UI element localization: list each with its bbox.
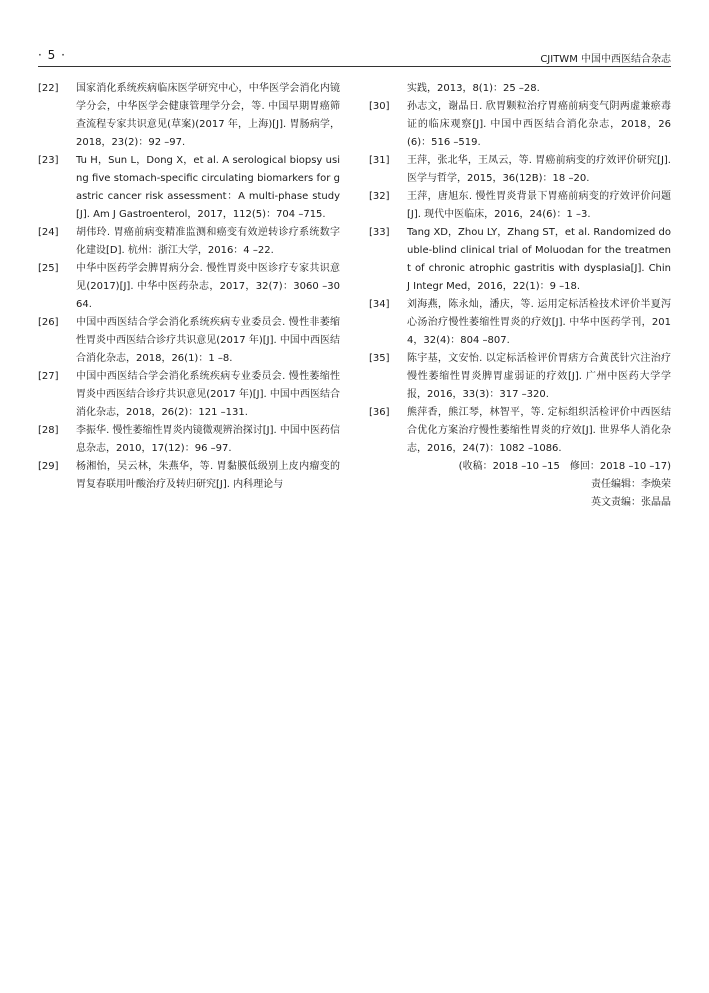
reference-27 xyxy=(38,368,340,422)
reference-29-continued: 实践，2013，8(1)：25 –28. xyxy=(407,83,540,94)
reference-24 xyxy=(38,224,340,260)
reference-number: [24] xyxy=(38,227,59,238)
reference-text: 国家消化系统疾病临床医学研究中心，中华医学会消化内镜学分会，中华医学会健康管理学分会，等. 中国早期胃癌筛查流程专家共识意见(草案)(2017 年，上海)[J]. 胃肠病学，2018，23(2)：92 –97. xyxy=(76,83,340,148)
reference-number: [30] xyxy=(369,101,390,112)
reference-23 xyxy=(38,152,340,224)
reference-number: [29] xyxy=(38,461,59,472)
reference-number: [33] xyxy=(369,227,390,238)
reference-text: 中华中医药学会脾胃病分会. 慢性胃炎中医诊疗专家共识意见(2017)[J]. 中华中医药杂志，2017，32(7)：3060 –3064. xyxy=(76,263,340,310)
reference-34 xyxy=(369,296,671,350)
reference-text: 孙志文，谢晶日. 欣胃颗粒治疗胃癌前病变气阴两虚兼瘀毒证的临床观察[J]. 中国中西医结合消化杂志，2018，26(6)：516 –519. xyxy=(407,101,671,148)
reference-text: 杨湘怡，吴云林，朱燕华，等. 胃黏膜低级别上皮内瘤变的胃复春联用叶酸治疗及转归研究[J]. 内科理论与 xyxy=(76,461,340,490)
reference-36 xyxy=(369,404,671,458)
reference-number: [28] xyxy=(38,425,59,436)
reference-number: [36] xyxy=(369,407,390,418)
reference-number: [35] xyxy=(369,353,390,364)
page-number: · 5 · xyxy=(38,48,66,62)
reference-33 xyxy=(369,224,671,296)
reference-number: [34] xyxy=(369,299,390,310)
header-divider xyxy=(38,66,671,67)
reference-26 xyxy=(38,314,340,368)
reference-35 xyxy=(369,350,671,404)
reference-32 xyxy=(369,188,671,224)
reference-text: 李振华. 慢性萎缩性胃炎内镜微观辨治探讨[J]. 中国中医药信息杂志，2010，17(12)：96 –97. xyxy=(76,425,340,454)
reference-text: Tu H，Sun L，Dong X，et al. A serological biopsy using five stomach-specific circulating biomarkers for gastric cancer risk assessment：A multi-phase study[J]. Am J Gastroenterol，2017，112(5)：704 –715. xyxy=(76,155,340,220)
reference-number: [22] xyxy=(38,83,59,94)
reference-31 xyxy=(369,152,671,188)
reference-number: [26] xyxy=(38,317,59,328)
reference-text: 王萍，唐旭东. 慢性胃炎背景下胃癌前病变的疗效评价问题[J]. 现代中医临床，2016，24(6)：1 –3. xyxy=(407,191,671,220)
journal-title: CJITWM 中国中西医结合杂志 xyxy=(540,54,671,65)
responsible-editor: 责任编辑：李焕荣 xyxy=(591,479,671,490)
reference-text: 中国中西医结合学会消化系统疾病专业委员会. 慢性萎缩性胃炎中西医结合诊疗共识意见(2017 年)[J]. 中国中西医结合消化杂志，2018，26(2)：121 –131. xyxy=(76,371,340,418)
reference-29 xyxy=(38,458,340,494)
reference-number: [31] xyxy=(369,155,390,166)
reference-number: [23] xyxy=(38,155,59,166)
reference-text: 王萍，张北华，王凤云，等. 胃癌前病变的疗效评价研究[J]. 医学与哲学，2015，36(12B)：18 –20. xyxy=(407,155,671,184)
reference-22 xyxy=(38,80,340,152)
reference-number: [32] xyxy=(369,191,390,202)
reference-text: 中国中西医结合学会消化系统疾病专业委员会. 慢性非萎缩性胃炎中西医结合诊疗共识意见(2017 年)[J]. 中国中西医结合消化杂志，2018，26(1)：1 –8. xyxy=(76,317,340,364)
reference-number: [25] xyxy=(38,263,59,274)
reference-number: [27] xyxy=(38,371,59,382)
reference-text: Tang XD，Zhou LY，Zhang ST，et al. Randomized double-blind clinical trial of Moluodan for the treatment of chronic atrophic gastritis with dysplasia[J]. Chin J Integr Med，2016，22(1)：9 –18. xyxy=(407,227,671,292)
received-revised-dates: (收稿：2018 –10 –15 修回：2018 –10 –17) xyxy=(458,461,671,472)
right-column xyxy=(369,80,671,512)
reference-30 xyxy=(369,98,671,152)
reference-text: 胡伟玲. 胃癌前病变精准监测和癌变有效逆转诊疗系统数字化建设[D]. 杭州：浙江大学，2016：4 –22. xyxy=(76,227,340,256)
reference-28 xyxy=(38,422,340,458)
reference-25 xyxy=(38,260,340,314)
reference-text: 刘海燕，陈永灿，潘庆，等. 运用定标活检技术评价半夏泻心汤治疗慢性萎缩性胃炎的疗效[J]. 中华中医药学刊，2014，32(4)：804 –807. xyxy=(407,299,671,346)
reference-text: 陈宇基，文安怡. 以定标活检评价胃痞方合黄芪针穴注治疗慢性萎缩性胃炎脾胃虚弱证的疗效[J]. 广州中医药大学学报，2016，33(3)：317 –320. xyxy=(407,353,671,400)
english-editor: 英文责编：张晶晶 xyxy=(591,497,671,508)
reference-text: 熊萍香，熊江琴，林智平，等. 定标组织活检评价中西医结合优化方案治疗慢性萎缩性胃炎的疗效[J]. 世界华人消化杂志，2016，24(7)：1082 –1086. xyxy=(407,407,671,454)
left-column xyxy=(38,80,340,494)
